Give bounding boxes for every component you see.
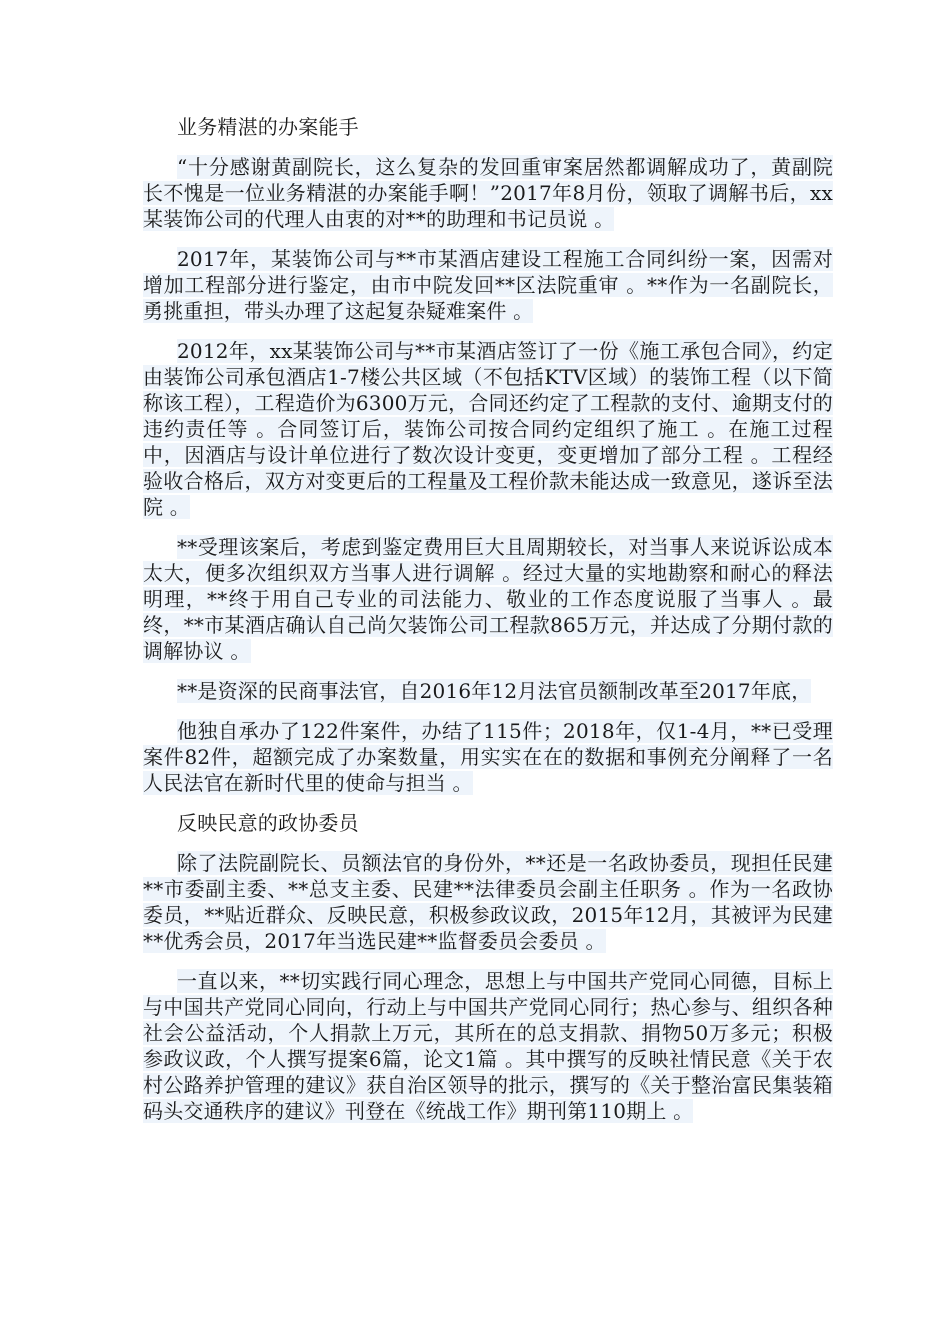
paragraph	[143, 338, 833, 520]
paragraph-text: 2012年，xx某装饰公司与**市某酒店签订了一份《施工承包合同》，约定由装饰公司承包酒店1-7楼公共区域（不包括KTV区域）的装饰工程（以下简称该工程），工程造价为6300万元，合同还约定了工程款的支付、逾期支付的违约责任等 。合同签订后，装饰公司按合同约定组织了施工 。在施工过程中，因酒店与设计单位进行了数次设计变更，变更增加了部分工程 。工程经验收合格后，双方对变更后的工程量及工程价款未能达成一致意见，遂诉至法院 。	[143, 339, 833, 519]
paragraph-text: **受理该案后，考虑到鉴定费用巨大且周期较长，对当事人来说诉讼成本太大，便多次组织双方当事人进行调解 。经过大量的实地勘察和耐心的释法明理，**终于用自己专业的司法能力、敬业的工作态度说服了当事人 。最终，**市某酒店确认自己尚欠装饰公司工程款865万元，并达成了分期付款的调解协议 。	[143, 535, 833, 663]
paragraph-text: 2017年，某装饰公司与**市某酒店建设工程施工合同纠纷一案，因需对增加工程部分进行鉴定，由市中院发回**区法院重审 。**作为一名副院长，勇挑重担，带头办理了这起复杂疑难案件 。	[143, 247, 833, 323]
paragraph	[143, 154, 833, 232]
paragraph	[143, 968, 833, 1124]
paragraph-text: “十分感谢黄副院长，这么复杂的发回重审案居然都调解成功了，黄副院长不愧是一位业务精湛的办案能手啊！”2017年8月份，领取了调解书后，xx某装饰公司的代理人由衷的对**的助理和书记员说 。	[143, 155, 833, 231]
paragraph	[143, 678, 833, 704]
paragraph-text: 除了法院副院长、员额法官的身份外，**还是一名政协委员，现担任民建**市委副主委、**总支主委、民建**法律委员会副主任职务 。作为一名政协委员，**贴近群众、反映民意，积极参政议政，2015年12月，其被评为民建**优秀会员，2017年当选民建**监督委员会委员 。	[143, 851, 833, 953]
paragraph-text: 他独自承办了122件案件，办结了115件；2018年，仅1-4月，**已受理案件82件，超额完成了办案数量，用实实在在的数据和事例充分阐释了一名人民法官在新时代里的使命与担当 。	[143, 719, 833, 795]
paragraph	[143, 246, 833, 324]
paragraph	[143, 718, 833, 796]
paragraph-text: 一直以来，**切实践行同心理念，思想上与中国共产党同心同德，目标上与中国共产党同心同向，行动上与中国共产党同心同行；热心参与、组织各种社会公益活动，个人捐款上万元，其所在的总支捐款、捐物50万多元；积极参政议政，个人撰写提案6篇，论文1篇 。其中撰写的反映社情民意《关于农村公路养护管理的建议》获自治区领导的批示，撰写的《关于整治富民集装箱码头交通秩序的建议》刊登在《统战工作》期刊第110期上 。	[143, 969, 833, 1123]
document-body	[143, 114, 833, 1138]
paragraph	[143, 534, 833, 664]
section-heading-2: 反映民意的政协委员	[177, 811, 359, 835]
paragraph	[143, 850, 833, 954]
paragraph-text: **是资深的民商事法官，自2016年12月法官员额制改革至2017年底，	[177, 679, 812, 703]
section-heading-1: 业务精湛的办案能手	[177, 115, 359, 139]
